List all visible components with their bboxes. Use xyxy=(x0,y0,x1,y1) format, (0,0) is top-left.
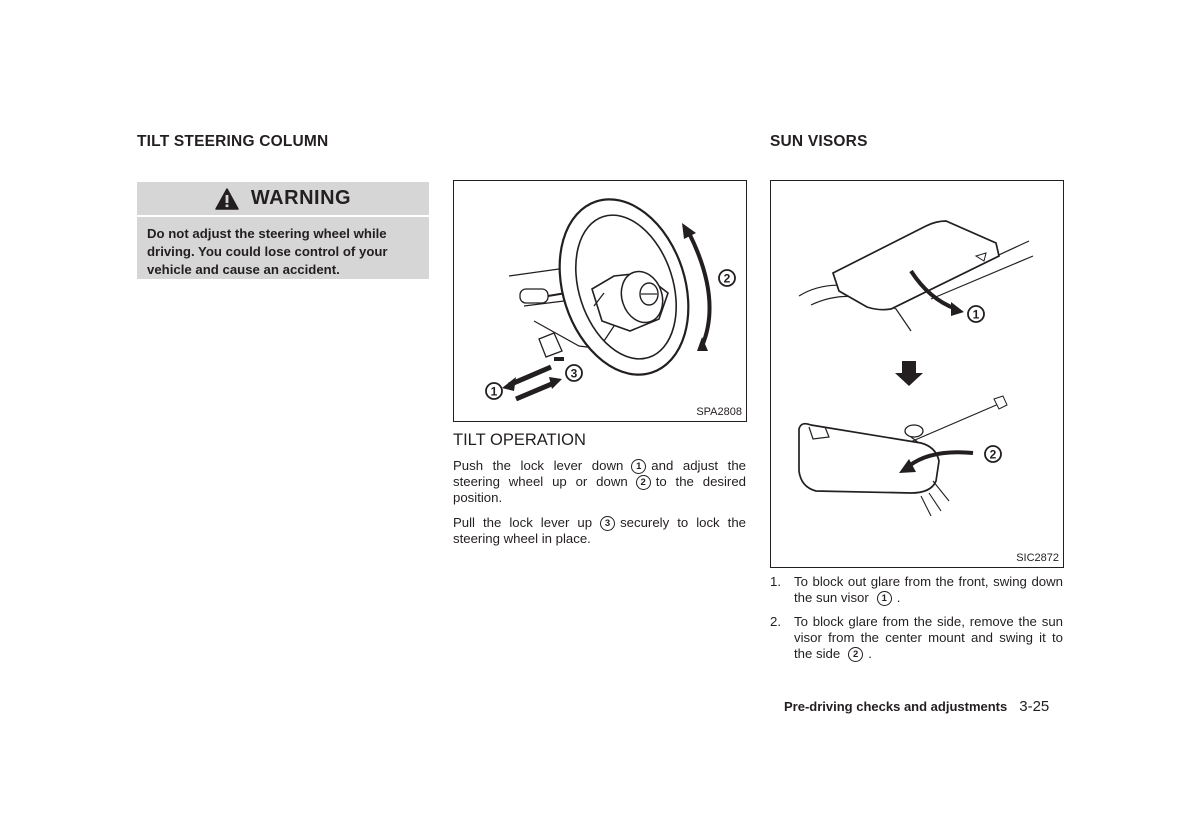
step-number: 1. xyxy=(770,574,781,589)
figure-code: SIC2872 xyxy=(1016,552,1059,564)
steps-list xyxy=(770,574,1063,662)
paragraph-tilt-1 xyxy=(453,458,746,506)
svg-text:2: 2 xyxy=(723,271,731,286)
svg-text:1: 1 xyxy=(490,384,498,399)
callout-1 xyxy=(968,306,984,322)
section-title-tilt-steering: TILT STEERING COLUMN xyxy=(137,133,329,150)
callout-ref-2: 2 xyxy=(636,475,651,490)
page-footer xyxy=(784,698,1049,715)
callout-ref-1: 1 xyxy=(877,591,892,606)
callout-ref-2: 2 xyxy=(848,647,863,662)
step-text: To block glare from the side, remove the sun visor from the center mount and swing it to the side xyxy=(794,614,1063,662)
text-segment: and adjust the steering wheel up or down xyxy=(453,458,746,490)
svg-text:1: 1 xyxy=(972,307,980,322)
list-item xyxy=(770,574,1063,606)
svg-text:3: 3 xyxy=(570,366,578,381)
warning-header xyxy=(137,182,429,217)
warning-triangle-icon xyxy=(215,188,239,210)
callout-1 xyxy=(486,383,502,399)
warning-box xyxy=(137,182,429,279)
figure-sun-visors xyxy=(770,180,1064,568)
footer-section-title: Pre-driving checks and adjustments xyxy=(784,699,1008,714)
step-end: . xyxy=(896,590,901,605)
step-number: 2. xyxy=(770,614,781,630)
text-segment: securely to lock the steering wheel in place. xyxy=(453,515,746,547)
step-end: . xyxy=(868,646,872,662)
subtitle-tilt-operation: TILT OPERATION xyxy=(453,431,586,449)
callout-2 xyxy=(985,446,1001,462)
warning-text: Do not adjust the steering wheel while driving. You could lose control of your vehicle and cause an accident. xyxy=(147,226,388,277)
sun-visor-illustration xyxy=(771,181,1063,567)
sun-visor-steps xyxy=(770,574,1063,670)
section-title-sun-visors: SUN VISORS xyxy=(770,133,868,150)
callout-ref-3: 3 xyxy=(600,516,615,531)
figure-tilt-steering xyxy=(453,180,747,422)
callout-ref-1: 1 xyxy=(631,459,646,474)
paragraph-tilt-2 xyxy=(453,515,746,547)
callout-3 xyxy=(566,365,582,381)
svg-text:2: 2 xyxy=(989,447,997,462)
step-text: To block out glare from the front, swing down the sun visor xyxy=(794,574,1063,605)
text-segment: to the desired position. xyxy=(453,474,746,506)
figure-code: SPA2808 xyxy=(696,406,742,418)
text-segment: Pull the lock lever up xyxy=(453,515,593,530)
text-segment: Push the lock lever down xyxy=(453,458,624,473)
list-item xyxy=(770,614,1063,662)
warning-label: WARNING xyxy=(250,187,352,209)
page-number: 3-25 xyxy=(1019,698,1050,715)
callout-2 xyxy=(719,270,735,286)
steering-wheel-illustration xyxy=(454,181,746,421)
